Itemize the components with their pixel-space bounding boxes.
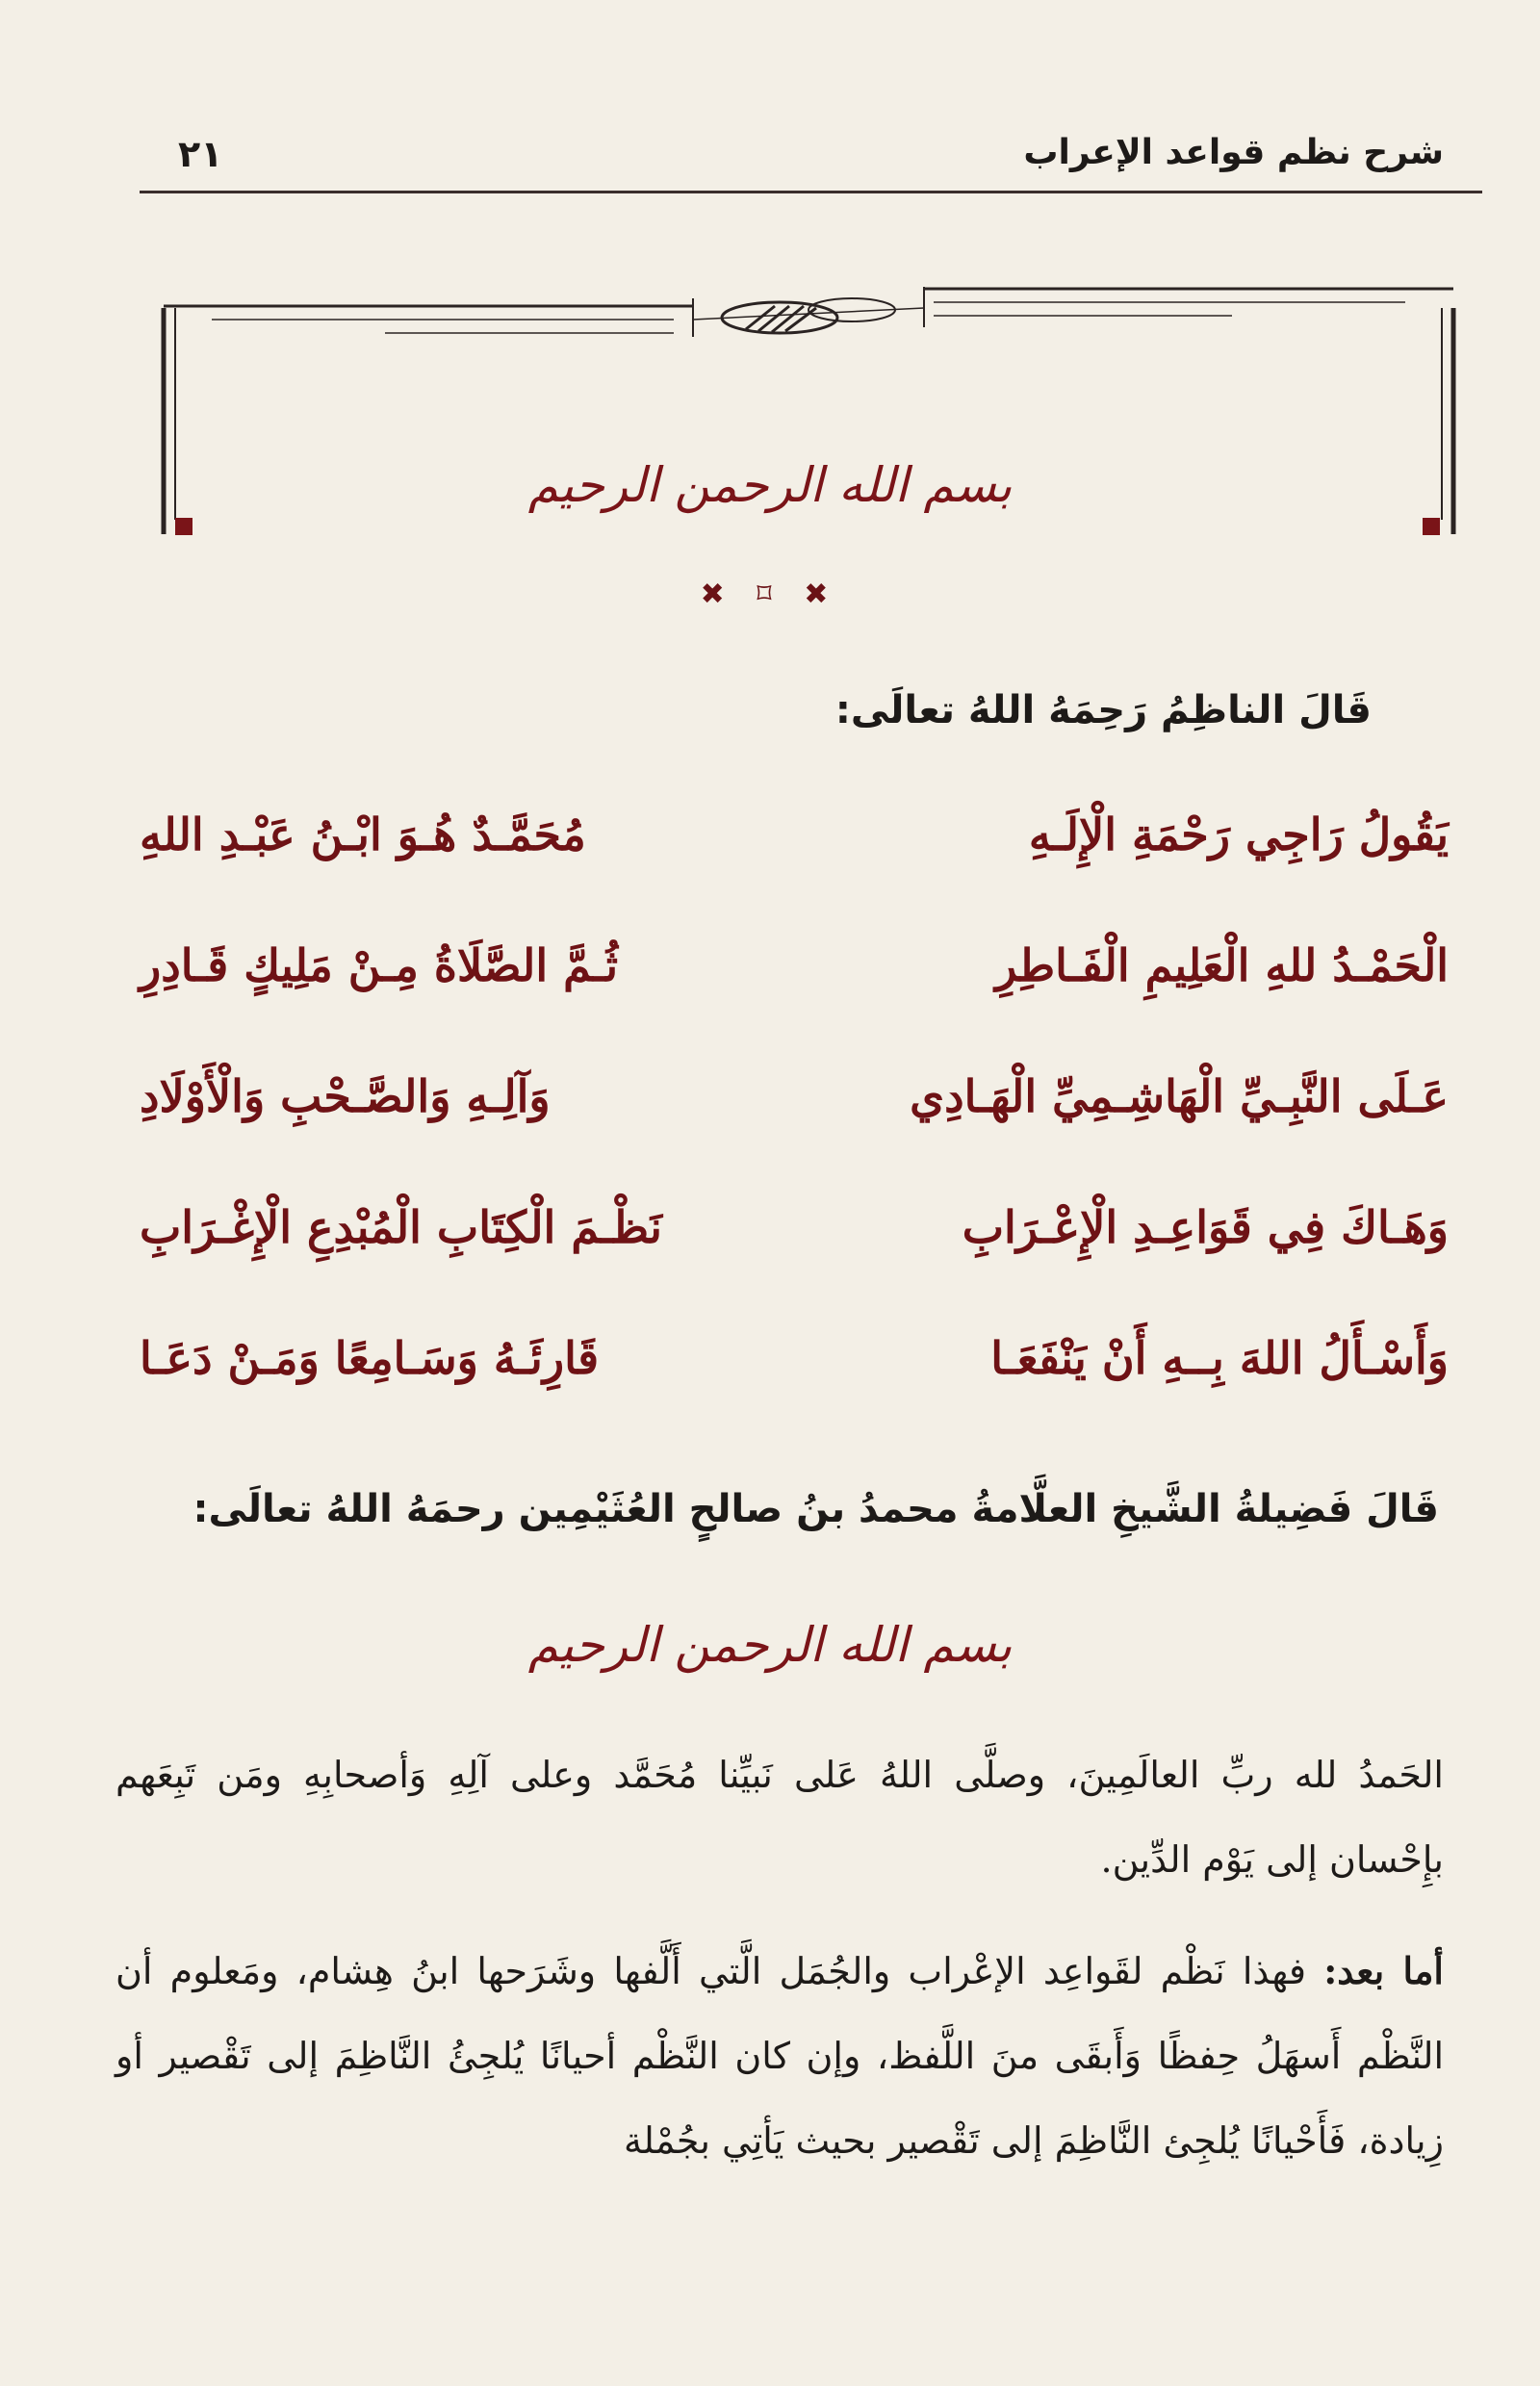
verse-first-hemistich: يَقُولُ رَاجِي رَحْمَةِ الْإِلَـهِ xyxy=(1028,808,1449,860)
paragraph: الحَمدُ لله ربِّ العالَمِينَ، وصلَّى اللهُ عَلى نَبيِّنا مُحَمَّد وعلى آلِهِ وَأصحابِهِ ومَن تَبِعَهم بإِحْسان إلى يَوْم الدِّين. xyxy=(116,1754,1444,1881)
basmala-heading: بسم الله الرحمن الرحيم xyxy=(527,457,1013,513)
paragraph xyxy=(116,1929,1444,2183)
ornament-stars-icon: ✖ ⌑ ✖ xyxy=(700,577,840,611)
verse xyxy=(140,808,1449,939)
page-number: ٢١ xyxy=(178,133,223,175)
commentary-intro: قَالَ فَضِيلةُ الشَّيخِ العلَّامةُ محمدُ بنُ صالحٍ العُثَيْمِين رحمَهُ اللهُ تعالَى: xyxy=(192,1487,1439,1531)
commentary-text xyxy=(116,1732,1444,2210)
verse xyxy=(140,1332,1449,1463)
running-title: شرح نظم قواعد الإعراب xyxy=(1023,133,1444,172)
verse-first-hemistich: الْحَمْـدُ للهِ الْعَلِيمِ الْفَـاطِرِ xyxy=(995,939,1449,991)
verse-first-hemistich: وَأَسْـأَلُ اللهَ بِــهِ أَنْ يَنْفَعَـا xyxy=(990,1332,1449,1384)
verse-second-hemistich: نَظْـمَ الْكِتَابِ الْمُبْدِعِ الْإِغْـرَابِ xyxy=(140,1201,662,1253)
frame-ornament-icon xyxy=(154,279,1463,558)
verse-second-hemistich: وَآلِـهِ وَالصَّـحْبِ وَالْأَوْلَادِ xyxy=(140,1070,551,1122)
verse-first-hemistich: وَهَـاكَ فِي قَوَاعِـدِ الْإِعْـرَابِ xyxy=(962,1201,1449,1253)
verse-first-hemistich: عَـلَى النَّبِـيِّ الْهَاشِـمِيِّ الْهَـادِي xyxy=(910,1070,1449,1122)
verse xyxy=(140,1201,1449,1332)
verse-second-hemistich: مُحَمَّـدٌ هُـوَ ابْـنُ عَبْـدِ اللهِ xyxy=(140,808,586,860)
paragraph-lead: أما بعد: xyxy=(1323,1949,1444,1992)
paragraph-body: فهذا نَظْم لقَواعِد الإعْراب والجُمَل الَّتي أَلَّفها وشَرَحها ابنُ هِشام، ومَعلوم أن النَّظْم أَسهَلُ حِفظًا وَأَبقَى منَ اللَّفظ، وإن كان النَّظْم أحيانًا يُلجِئُ النَّاظِمَ إلى تَقْصير أو زِيادة، فَأَحْيانًا يُلجِئ النَّاظِمَ إلى تَقْصير بحيث يَأتِي بجُمْلة xyxy=(116,1950,1444,2162)
poem xyxy=(140,808,1449,1463)
poem-intro: قَالَ الناظِمُ رَحِمَهُ اللهُ تعالَى: xyxy=(834,688,1372,732)
verse xyxy=(140,1070,1449,1201)
verse-second-hemistich: قَارِئَـهُ وَسَـامِعًا وَمَـنْ دَعَـا xyxy=(140,1332,600,1384)
verse xyxy=(140,939,1449,1070)
basmala-commentary: بسم الله الرحمن الرحيم xyxy=(527,1617,1013,1673)
verse-second-hemistich: ثُـمَّ الصَّلَاةُ مِـنْ مَلِيكٍ قَـادِرِ xyxy=(140,939,619,991)
ornamental-frame xyxy=(154,279,1463,558)
running-header xyxy=(140,123,1482,193)
